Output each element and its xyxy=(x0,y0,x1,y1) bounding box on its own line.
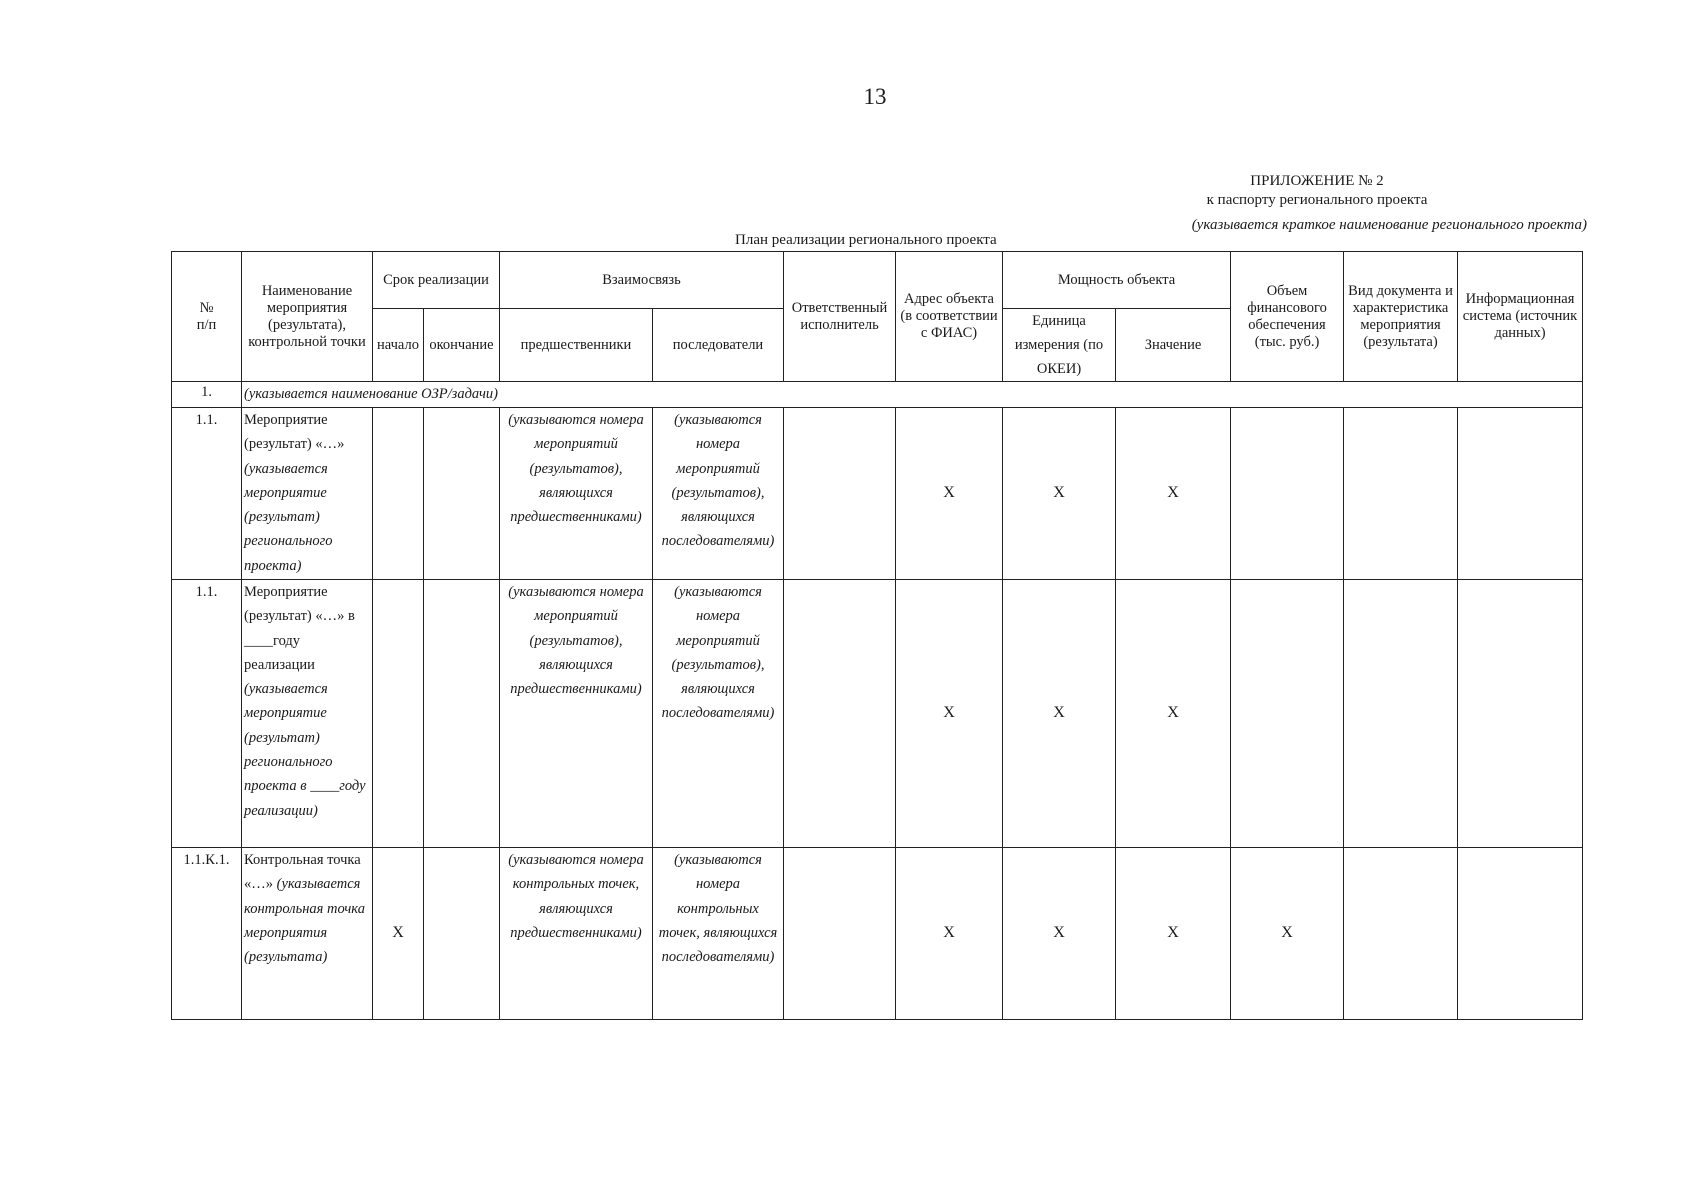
row-end xyxy=(424,848,500,1020)
header-capacity: Мощность объекта xyxy=(1003,252,1231,309)
row-address: X xyxy=(896,408,1003,580)
header-term-start: начало xyxy=(373,309,424,382)
section-title: (указывается наименование ОЗР/задачи) xyxy=(242,382,1583,408)
row-responsible xyxy=(784,408,896,580)
row-address: X xyxy=(896,848,1003,1020)
header-address: Адрес объекта (в соответствии с ФИАС) xyxy=(896,252,1003,382)
appendix-note: (указывается краткое наименование регионального проекта) xyxy=(1191,217,1587,233)
row-name xyxy=(242,848,373,1020)
row-start xyxy=(373,580,424,848)
row-num: 1.1. xyxy=(172,408,242,580)
row-name xyxy=(242,580,373,848)
row-funding xyxy=(1231,408,1344,580)
table-row xyxy=(172,580,1583,848)
header-value: Значение xyxy=(1116,309,1231,382)
header-relation: Взаимосвязь xyxy=(500,252,784,309)
row-info-system xyxy=(1458,580,1583,848)
appendix-subtitle: к паспорту регионального проекта xyxy=(1206,192,1428,208)
header-responsible: Ответственный исполнитель xyxy=(784,252,896,382)
row-value: X xyxy=(1116,848,1231,1020)
header-doc-type: Вид документа и характеристика мероприятия (результата) xyxy=(1344,252,1458,382)
row-funding xyxy=(1231,580,1344,848)
row-doc-type xyxy=(1344,408,1458,580)
section-num: 1. xyxy=(172,382,242,408)
row-predecessors: (указываются номера контрольных точек, являющихся предшественниками) xyxy=(500,848,653,1020)
row-end xyxy=(424,408,500,580)
row-num: 1.1.К.1. xyxy=(172,848,242,1020)
row-responsible xyxy=(784,580,896,848)
appendix-block xyxy=(1127,172,1587,233)
row-start xyxy=(373,408,424,580)
header-unit: Единица измерения (по ОКЕИ) xyxy=(1003,309,1116,382)
row-name xyxy=(242,408,373,580)
header-predecessors: предшественники xyxy=(500,309,653,382)
row-predecessors: (указываются номера мероприятий (результатов), являющихся предшественниками) xyxy=(500,580,653,848)
row-num: 1.1. xyxy=(172,580,242,848)
header-num: № п/п xyxy=(172,252,242,382)
row-successors: (указываются номера контрольных точек, являющихся последователями) xyxy=(653,848,784,1020)
table-row xyxy=(172,408,1583,580)
row-name-plain: Мероприятие (результат) «…» в ____году реализации xyxy=(244,584,355,673)
row-name-plain: Мероприятие (результат) «…» xyxy=(244,412,345,453)
page-number: 13 xyxy=(863,84,887,109)
row-address: X xyxy=(896,580,1003,848)
table-row xyxy=(172,848,1583,1020)
plan-table xyxy=(171,251,1583,1020)
row-value: X xyxy=(1116,408,1231,580)
row-info-system xyxy=(1458,408,1583,580)
row-name-italic: (указывается контрольная точка мероприятия (результата) xyxy=(244,876,365,966)
row-responsible xyxy=(784,848,896,1020)
header-funding: Объем финансового обеспечения (тыс. руб.) xyxy=(1231,252,1344,382)
row-doc-type xyxy=(1344,848,1458,1020)
row-successors: (указываются номера мероприятий (результатов), являющихся последователями) xyxy=(653,580,784,848)
row-name-italic: (указывается мероприятие (результат) регионального проекта) xyxy=(244,460,333,574)
row-predecessors: (указываются номера мероприятий (результатов), являющихся предшественниками) xyxy=(500,408,653,580)
header-row-1 xyxy=(172,252,1583,309)
row-name-plain: Контрольная точка «…» xyxy=(244,852,361,893)
row-doc-type xyxy=(1344,580,1458,848)
row-info-system xyxy=(1458,848,1583,1020)
row-funding: X xyxy=(1231,848,1344,1020)
row-value: X xyxy=(1116,580,1231,848)
header-name: Наименование мероприятия (результата), контрольной точки xyxy=(242,252,373,382)
row-start: X xyxy=(373,848,424,1020)
header-term-end: окончание xyxy=(424,309,500,382)
row-unit: X xyxy=(1003,408,1116,580)
header-term: Срок реализации xyxy=(373,252,500,309)
row-unit: X xyxy=(1003,848,1116,1020)
row-name-italic: (указывается мероприятие (результат) регионального проекта в ____году реализации) xyxy=(244,681,366,819)
plan-title: План реализации регионального проекта xyxy=(735,232,997,248)
section-row xyxy=(172,382,1583,408)
header-successors: последователи xyxy=(653,309,784,382)
appendix-title: ПРИЛОЖЕНИЕ № 2 xyxy=(1250,173,1384,189)
row-end xyxy=(424,580,500,848)
row-successors: (указываются номера мероприятий (результатов), являющихся последователями) xyxy=(653,408,784,580)
header-info-system: Информационная система (источник данных) xyxy=(1458,252,1583,382)
row-unit: X xyxy=(1003,580,1116,848)
